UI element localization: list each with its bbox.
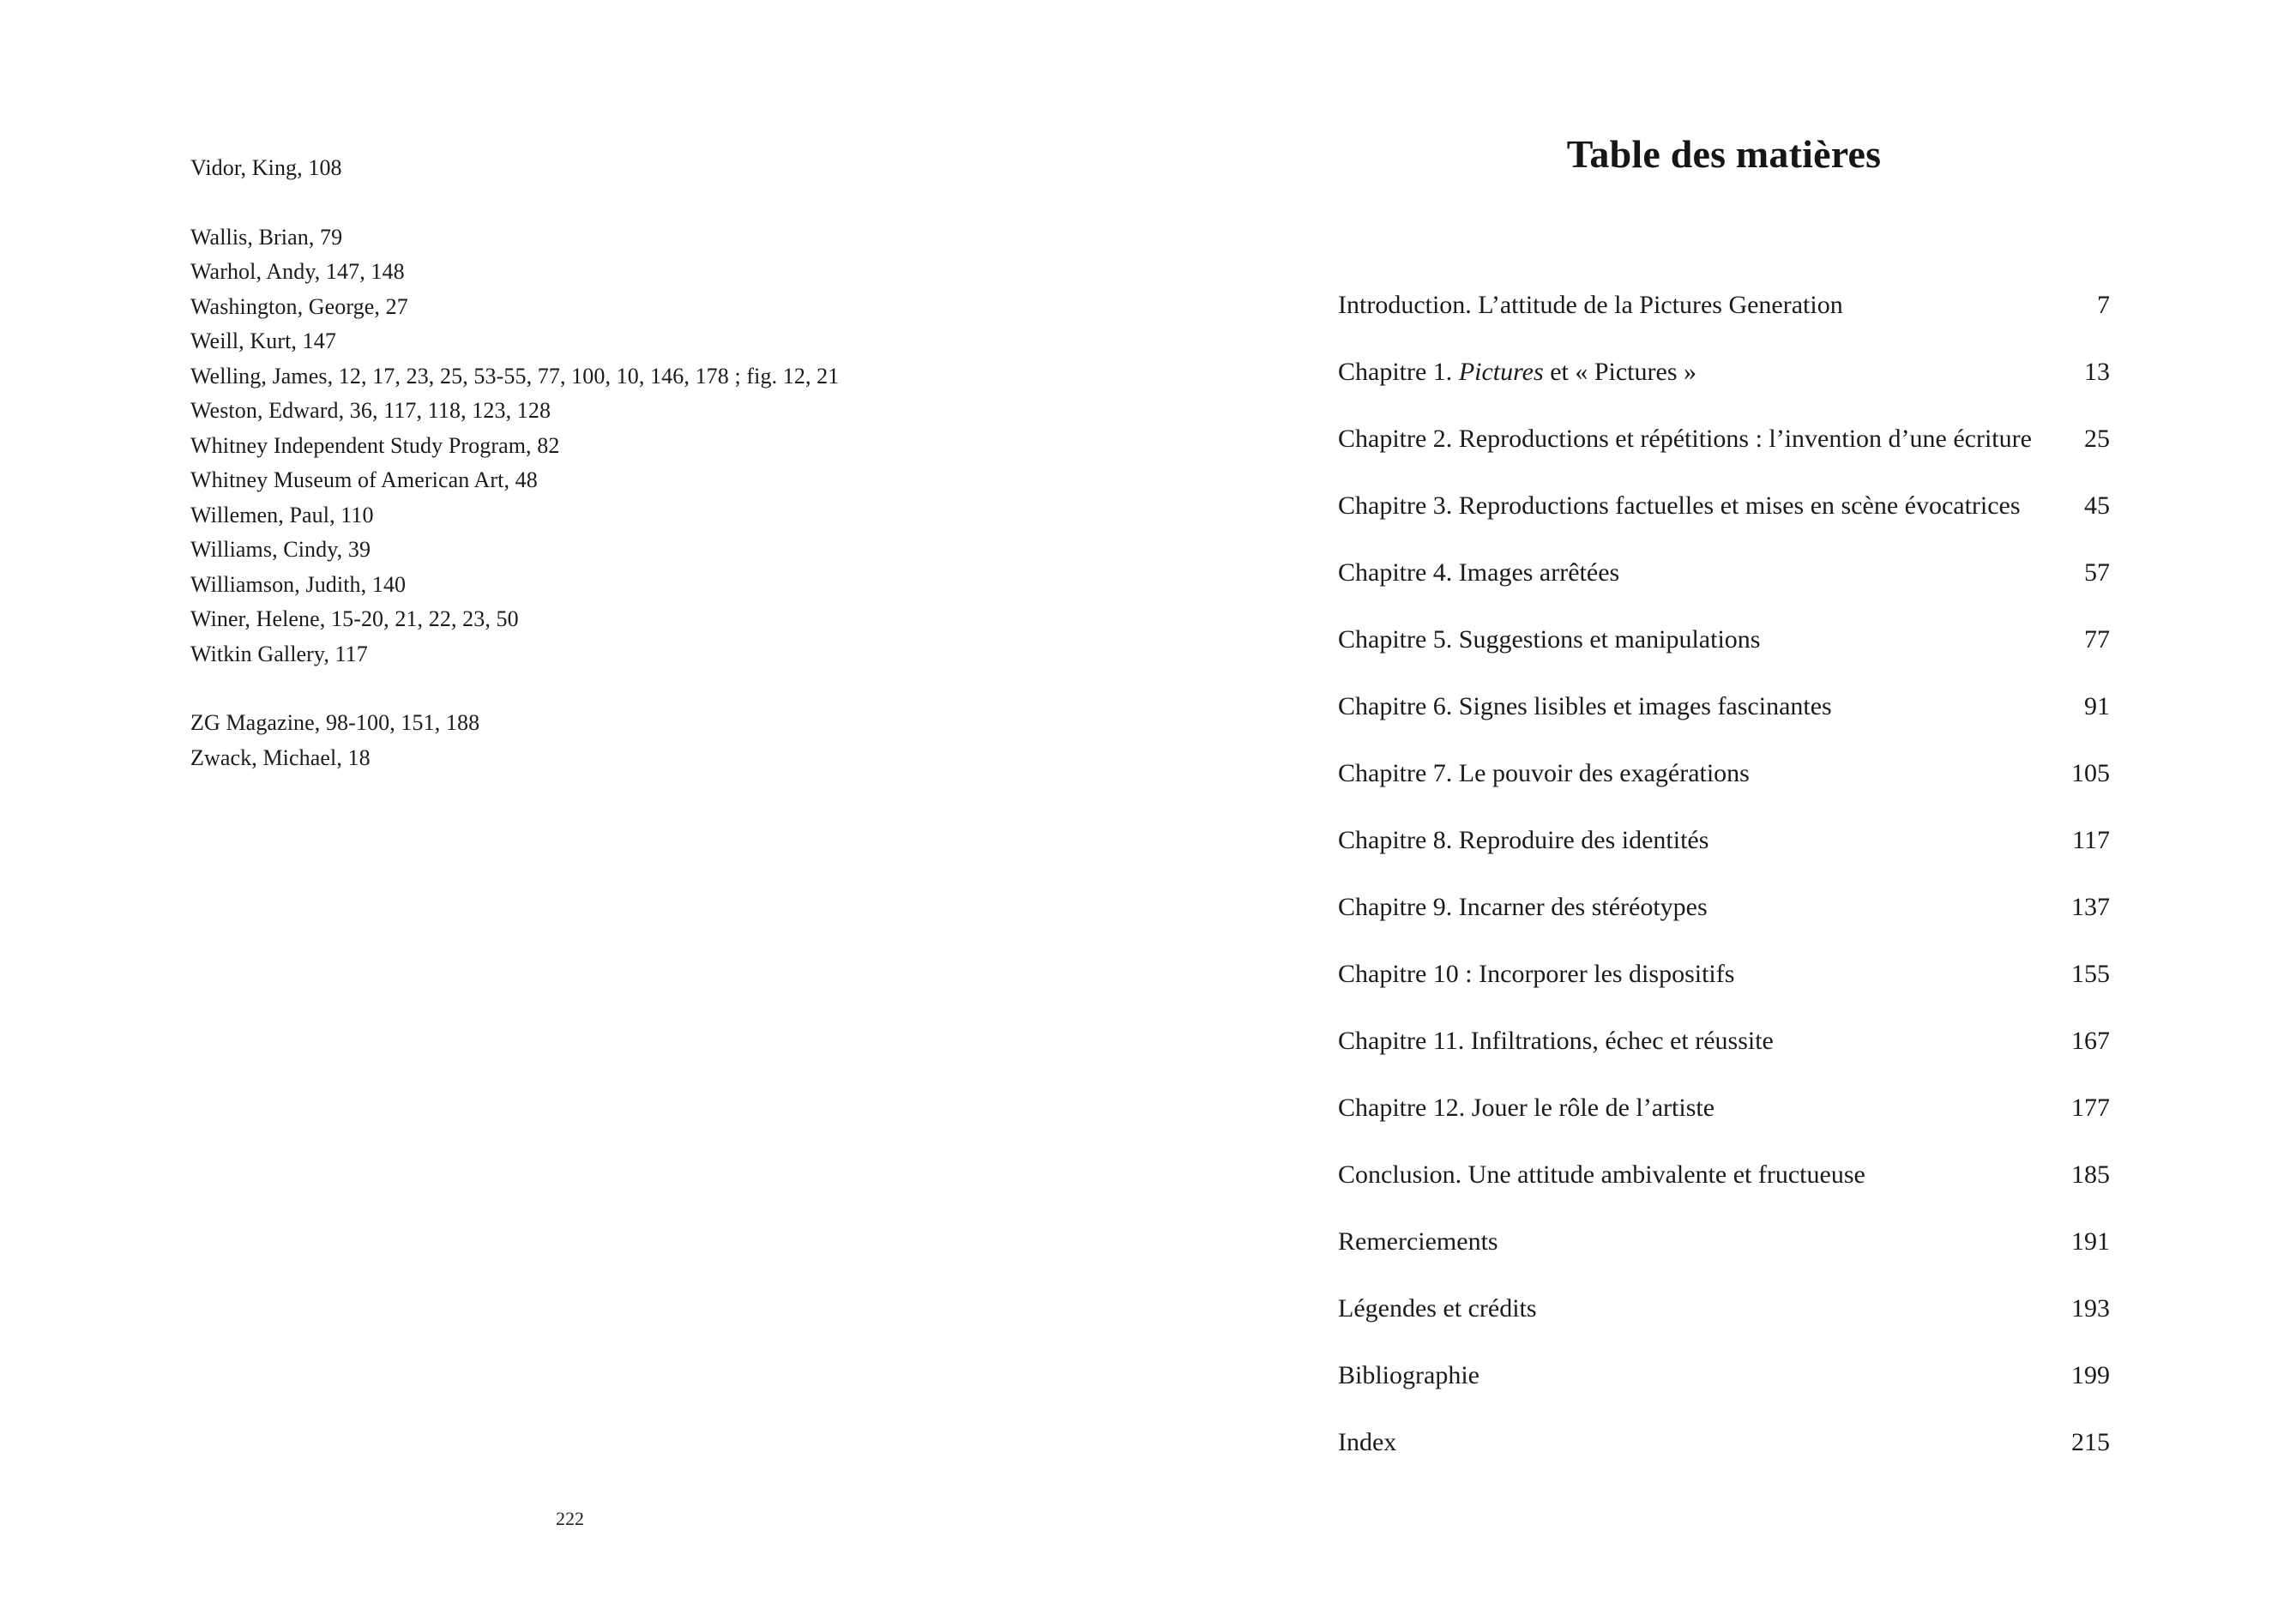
toc-entry-title	[1338, 1359, 1479, 1393]
toc-entry-page: 215	[2071, 1428, 2110, 1456]
toc-entry-title	[1338, 1425, 1396, 1460]
toc-entry	[1338, 623, 2110, 657]
toc-title-run: Chapitre 9. Incarner des stéréotypes	[1338, 893, 1708, 921]
toc-title-run: Chapitre 12. Jouer le rôle de l’artiste	[1338, 1094, 1715, 1122]
toc-entry-page: 185	[2071, 1160, 2110, 1189]
toc-entry-title	[1338, 422, 2032, 456]
index-column	[190, 151, 1262, 810]
index-entry: Winer, Helene, 15-20, 21, 22, 23, 50	[190, 606, 519, 631]
index-entry: Witkin Gallery, 117	[190, 641, 368, 666]
toc-title-run: Chapitre 4. Images arrêtées	[1338, 558, 1620, 587]
toc-title-run: Chapitre 3. Reproductions factuelles et mises en scène évocatrices	[1338, 491, 2021, 520]
index-entry: Whitney Independent Study Program, 82	[190, 432, 560, 458]
toc-entry-title	[1338, 623, 1760, 657]
toc-entry	[1338, 1024, 2110, 1058]
index-entry: Willemen, Paul, 110	[190, 502, 374, 527]
toc-title-run: Chapitre 2. Reproductions et répétitions : l’invention d’une écriture	[1338, 425, 2032, 453]
toc-entry	[1338, 489, 2110, 523]
toc-entry	[1338, 1359, 2110, 1393]
toc-entry	[1338, 1225, 2110, 1259]
index-group	[190, 706, 1262, 775]
toc-entry-page: 45	[2084, 491, 2110, 520]
toc-title-run: Chapitre 1.	[1338, 358, 1459, 386]
toc-title-run: Bibliographie	[1338, 1361, 1479, 1389]
toc-entry-title	[1338, 1292, 1537, 1326]
toc-entry-title	[1338, 489, 2021, 523]
index-entry: Wallis, Brian, 79	[190, 224, 343, 250]
toc-entry	[1338, 890, 2110, 925]
toc-entry-page: 137	[2071, 893, 2110, 921]
toc-entry-title	[1338, 756, 1750, 791]
toc-entry-page: 77	[2084, 625, 2110, 654]
toc-title-run: Chapitre 6. Signes lisibles et images fascinantes	[1338, 692, 1832, 720]
toc-entry-page: 13	[2084, 358, 2110, 386]
toc-entry-page: 167	[2071, 1027, 2110, 1055]
toc-entry-page: 199	[2071, 1361, 2110, 1389]
toc-entry	[1338, 556, 2110, 590]
index-entry: Weston, Edward, 36, 117, 118, 123, 128	[190, 398, 551, 423]
toc-title-run: Index	[1338, 1428, 1397, 1456]
toc-entry-page: 193	[2071, 1294, 2110, 1323]
toc-entry	[1338, 355, 2110, 389]
toc-entry	[1338, 288, 2110, 322]
toc-entry-page: 105	[2071, 759, 2110, 787]
toc-entry	[1338, 690, 2110, 724]
index-entry: Weill, Kurt, 147	[190, 328, 336, 353]
toc-title-run: Chapitre 11. Infiltrations, échec et réussite	[1338, 1027, 1774, 1055]
toc-entry-page: 177	[2071, 1094, 2110, 1122]
index-entry: Welling, James, 12, 17, 23, 25, 53-55, 77, 100, 10, 146, 178 ; fig. 12, 21	[190, 363, 840, 389]
toc-entry-page: 191	[2071, 1227, 2110, 1256]
toc-entry-page: 91	[2084, 692, 2110, 720]
toc-entry-title	[1338, 690, 1832, 724]
toc-entry-title	[1338, 355, 1696, 389]
toc-entry-page: 155	[2071, 960, 2110, 988]
index-entry: Williams, Cindy, 39	[190, 537, 371, 562]
index-entry: Warhol, Andy, 147, 148	[190, 259, 405, 284]
toc-entry	[1338, 1158, 2110, 1192]
toc-list	[1338, 288, 2110, 1492]
toc-entry-title	[1338, 1225, 1498, 1259]
toc-entry	[1338, 756, 2110, 791]
toc-entry-page: 25	[2084, 425, 2110, 453]
toc-title-run: Remerciements	[1338, 1227, 1498, 1256]
toc-entry	[1338, 1425, 2110, 1460]
toc-entry-title	[1338, 556, 1619, 590]
index-entry: Zwack, Michael, 18	[190, 744, 371, 770]
toc-title-run: et « Pictures »	[1543, 358, 1696, 386]
toc-entry-title	[1338, 890, 1708, 925]
index-entry: Whitney Museum of American Art, 48	[190, 467, 538, 492]
toc-entry	[1338, 823, 2110, 858]
toc-entry-title	[1338, 823, 1708, 858]
toc-title-run-italic: Pictures	[1458, 358, 1544, 386]
toc-title-run: Chapitre 10 : Incorporer les dispositifs	[1338, 960, 1735, 988]
toc-entry-page: 57	[2084, 558, 2110, 587]
toc-entry	[1338, 1292, 2110, 1326]
toc-entry-page: 117	[2072, 826, 2110, 854]
index-entry: Williamson, Judith, 140	[190, 571, 407, 597]
toc-title-run: Chapitre 7. Le pouvoir des exagérations	[1338, 759, 1750, 787]
toc-title-run: Conclusion. Une attitude ambivalente et fructueuse	[1338, 1160, 1865, 1189]
toc-entry-page: 7	[2097, 291, 2110, 319]
index-entry: Vidor, King, 108	[190, 155, 342, 180]
toc-entry-title	[1338, 1024, 1774, 1058]
index-entry: Washington, George, 27	[190, 293, 408, 319]
page-number-folio: 222	[556, 1508, 584, 1529]
toc-title-run: Chapitre 8. Reproduire des identités	[1338, 826, 1709, 854]
toc-title-run: Légendes et crédits	[1338, 1294, 1537, 1323]
toc-entry	[1338, 1091, 2110, 1125]
toc-entry-title	[1338, 1158, 1865, 1192]
toc-title-run: Introduction. L’attitude de la Pictures Generation	[1338, 291, 1843, 319]
toc-entry	[1338, 957, 2110, 991]
toc-title: Table des matières	[1566, 132, 1882, 176]
toc-title-run: Chapitre 5. Suggestions et manipulations	[1338, 625, 1761, 654]
toc-entry-title	[1338, 1091, 1714, 1125]
toc-entry-title	[1338, 288, 1843, 322]
index-group	[190, 220, 1262, 672]
toc-entry-title	[1338, 957, 1734, 991]
index-entry: ZG Magazine, 98-100, 151, 188	[190, 710, 480, 735]
toc-entry	[1338, 422, 2110, 456]
index-group	[190, 151, 1262, 186]
